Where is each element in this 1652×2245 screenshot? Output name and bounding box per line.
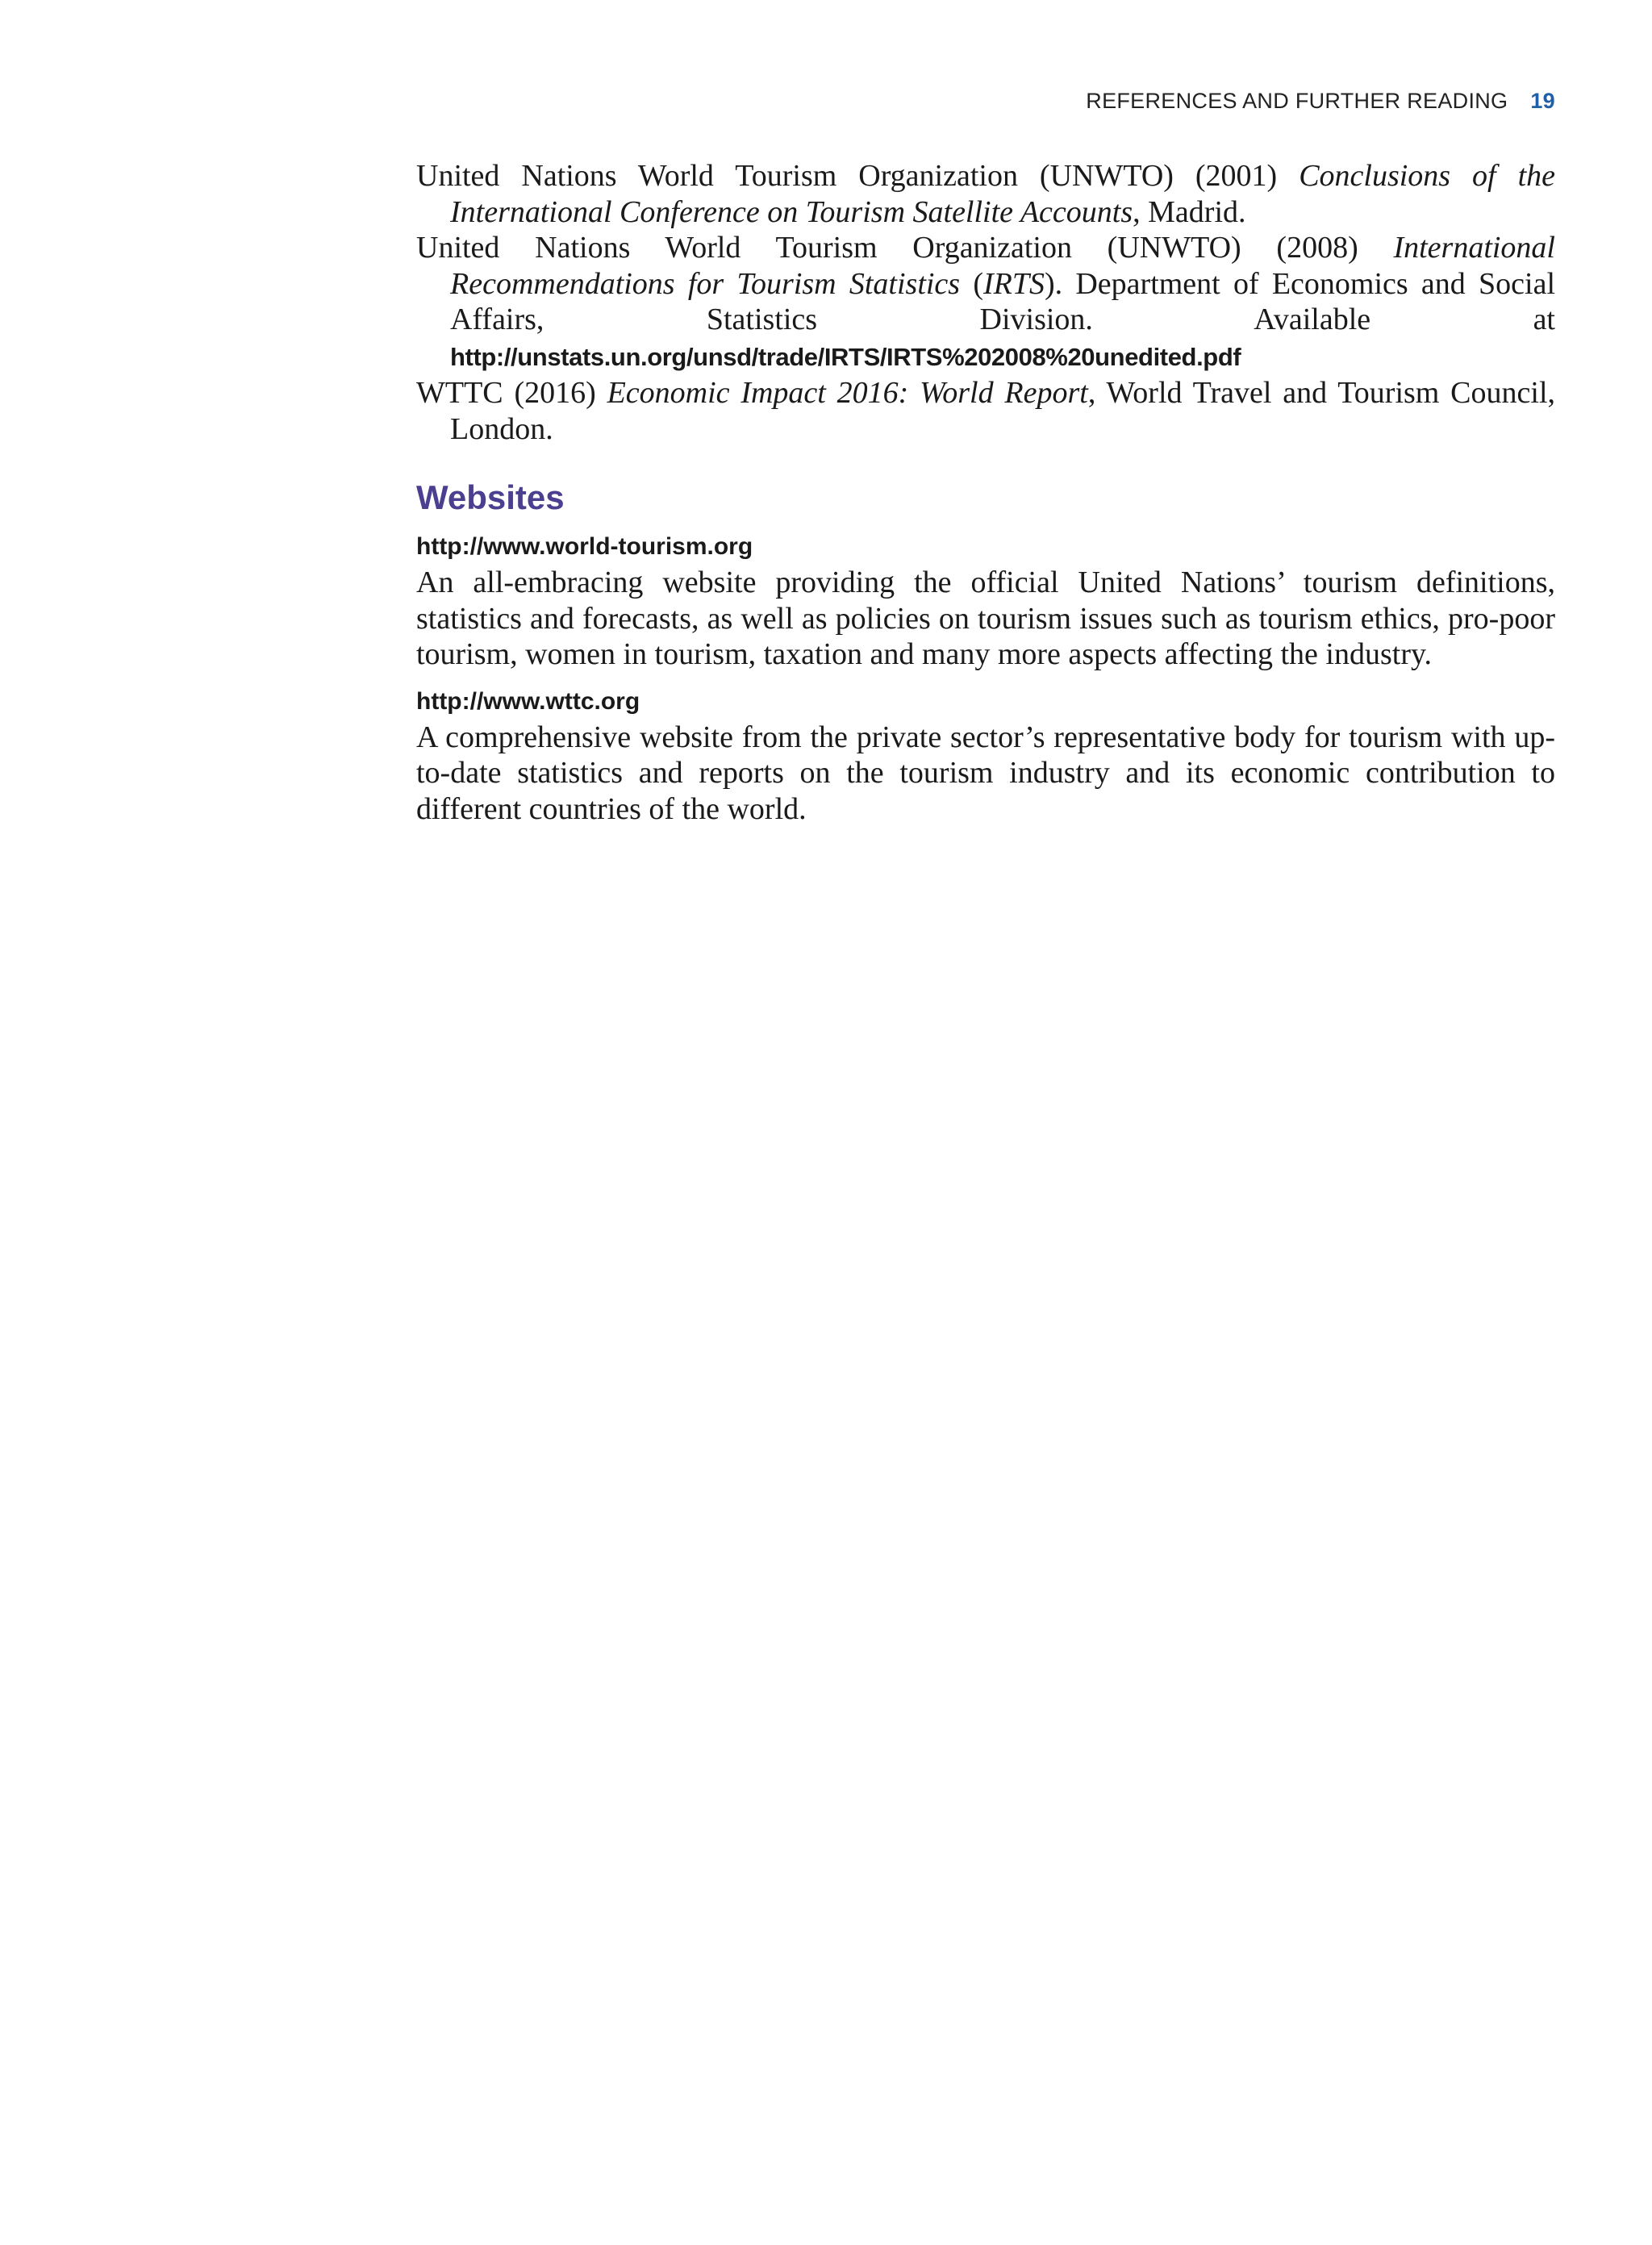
reference-abbreviation: IRTS [982,266,1045,301]
reference-text: ). Department of Economics and Social Affairs, Statistics Division. Available at [450,266,1556,336]
reference-title: Economic Impact 2016: World Report [607,376,1088,410]
reference-entry [416,158,1555,230]
page-number: 19 [1530,89,1555,113]
running-title: REFERENCES AND FURTHER READING [1086,89,1508,113]
website-url-link[interactable]: http://www.world-tourism.org [416,533,753,560]
page-content [416,158,1555,838]
website-url-link[interactable]: http://www.wttc.org [416,687,640,715]
websites-heading: Websites [416,478,565,516]
website-description: A comprehensive website from the private sector’s representative body for tourism with up-to-date statistics and reports on the tourism industry and its economic contribution to different countries of the world. [416,720,1555,826]
reference-text: ( [960,266,983,301]
reference-authors: United Nations World Tourism Organization (UNWTO) (2008) [416,231,1394,265]
reference-url-link[interactable]: http://unstats.un.org/unsd/trade/IRTS/IRTS%202008%20unedited.pdf [450,342,1241,371]
website-description: An all-embracing website providing the official United Nations’ tourism definitions, statistics and forecasts, as well as policies on tourism issues such as tourism ethics, pro-poor tourism, women in tourism, taxation and many more aspects affecting the industry. [416,565,1555,671]
reference-authors: WTTC (2016) [416,376,607,410]
reference-publisher: , World Travel and Tourism Council, London. [450,376,1555,446]
reference-entry [416,230,1555,375]
reference-entry [416,375,1555,447]
running-head [1086,89,1555,114]
reference-authors: United Nations World Tourism Organization (UNWTO) (2001) [416,159,1299,193]
reference-title: International Recommendations for Tourism Statistics [450,231,1555,301]
reference-title: Conclusions of the International Conference on Tourism Satellite Accounts [450,159,1555,229]
reference-publisher: , Madrid. [1133,194,1246,229]
